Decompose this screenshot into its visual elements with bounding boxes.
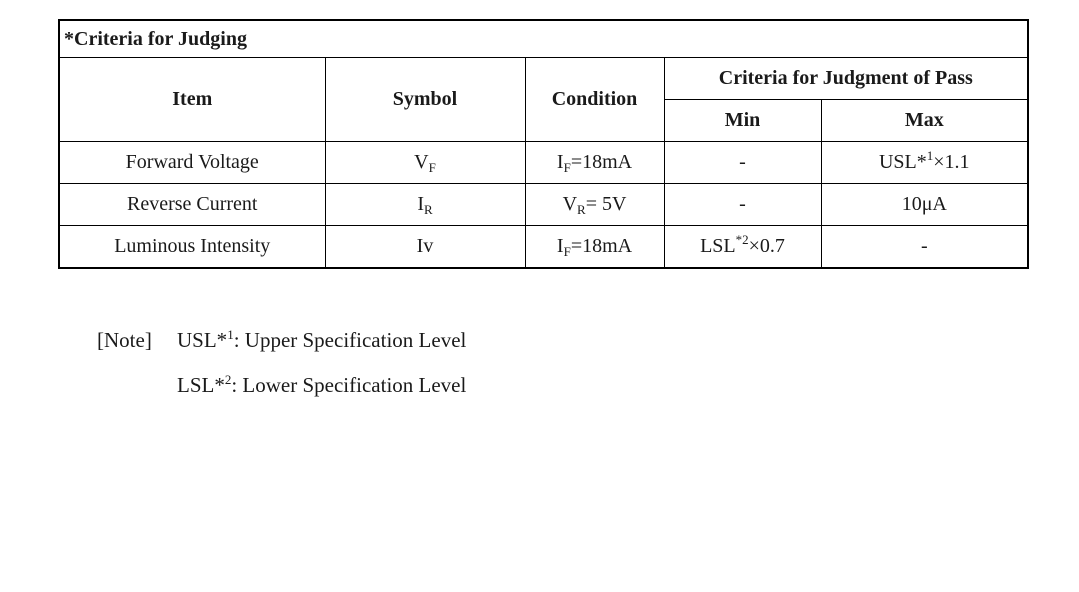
criteria-table <box>58 19 1029 269</box>
table-title: *Criteria for Judging <box>59 20 1028 58</box>
cell-max: USL*$^1$×1.1 <box>821 142 1028 184</box>
note-usl <box>97 318 466 363</box>
cell-min: - <box>664 142 821 184</box>
header-min: Min <box>664 100 821 142</box>
header-criteria: Criteria for Judgment of Pass <box>664 58 1028 100</box>
criteria-document <box>58 19 1027 269</box>
note-lsl-text: LSL*$^2$: Lower Specification Level <box>177 372 467 397</box>
cell-condition: $V_R= 5V$ <box>525 184 664 226</box>
cell-max: - <box>821 226 1028 269</box>
note-usl-text: USL*$^1$: Upper Specification Level <box>177 327 467 352</box>
cell-min: - <box>664 184 821 226</box>
cell-symbol: $I_R$ <box>325 184 525 226</box>
cell-condition: $I_F=18mA$ <box>525 142 664 184</box>
cell-item: Reverse Current <box>59 184 325 226</box>
notes-section <box>97 318 466 408</box>
cell-item: Luminous Intensity <box>59 226 325 269</box>
cell-symbol: $V_F$ <box>325 142 525 184</box>
header-max: Max <box>821 100 1028 142</box>
header-symbol: Symbol <box>325 58 525 142</box>
header-item: Item <box>59 58 325 142</box>
cell-item: Forward Voltage <box>59 142 325 184</box>
table-row <box>59 142 1028 184</box>
table-row <box>59 226 1028 269</box>
note-lsl <box>97 363 466 408</box>
cell-max: 10μA <box>821 184 1028 226</box>
cell-symbol: Iv <box>325 226 525 269</box>
table-row <box>59 184 1028 226</box>
note-label: [Note] <box>97 328 152 352</box>
cell-min: $LSL^{*2}\times 0.7$ <box>664 226 821 269</box>
cell-condition: $I_F=18mA$ <box>525 226 664 269</box>
header-condition: Condition <box>525 58 664 142</box>
